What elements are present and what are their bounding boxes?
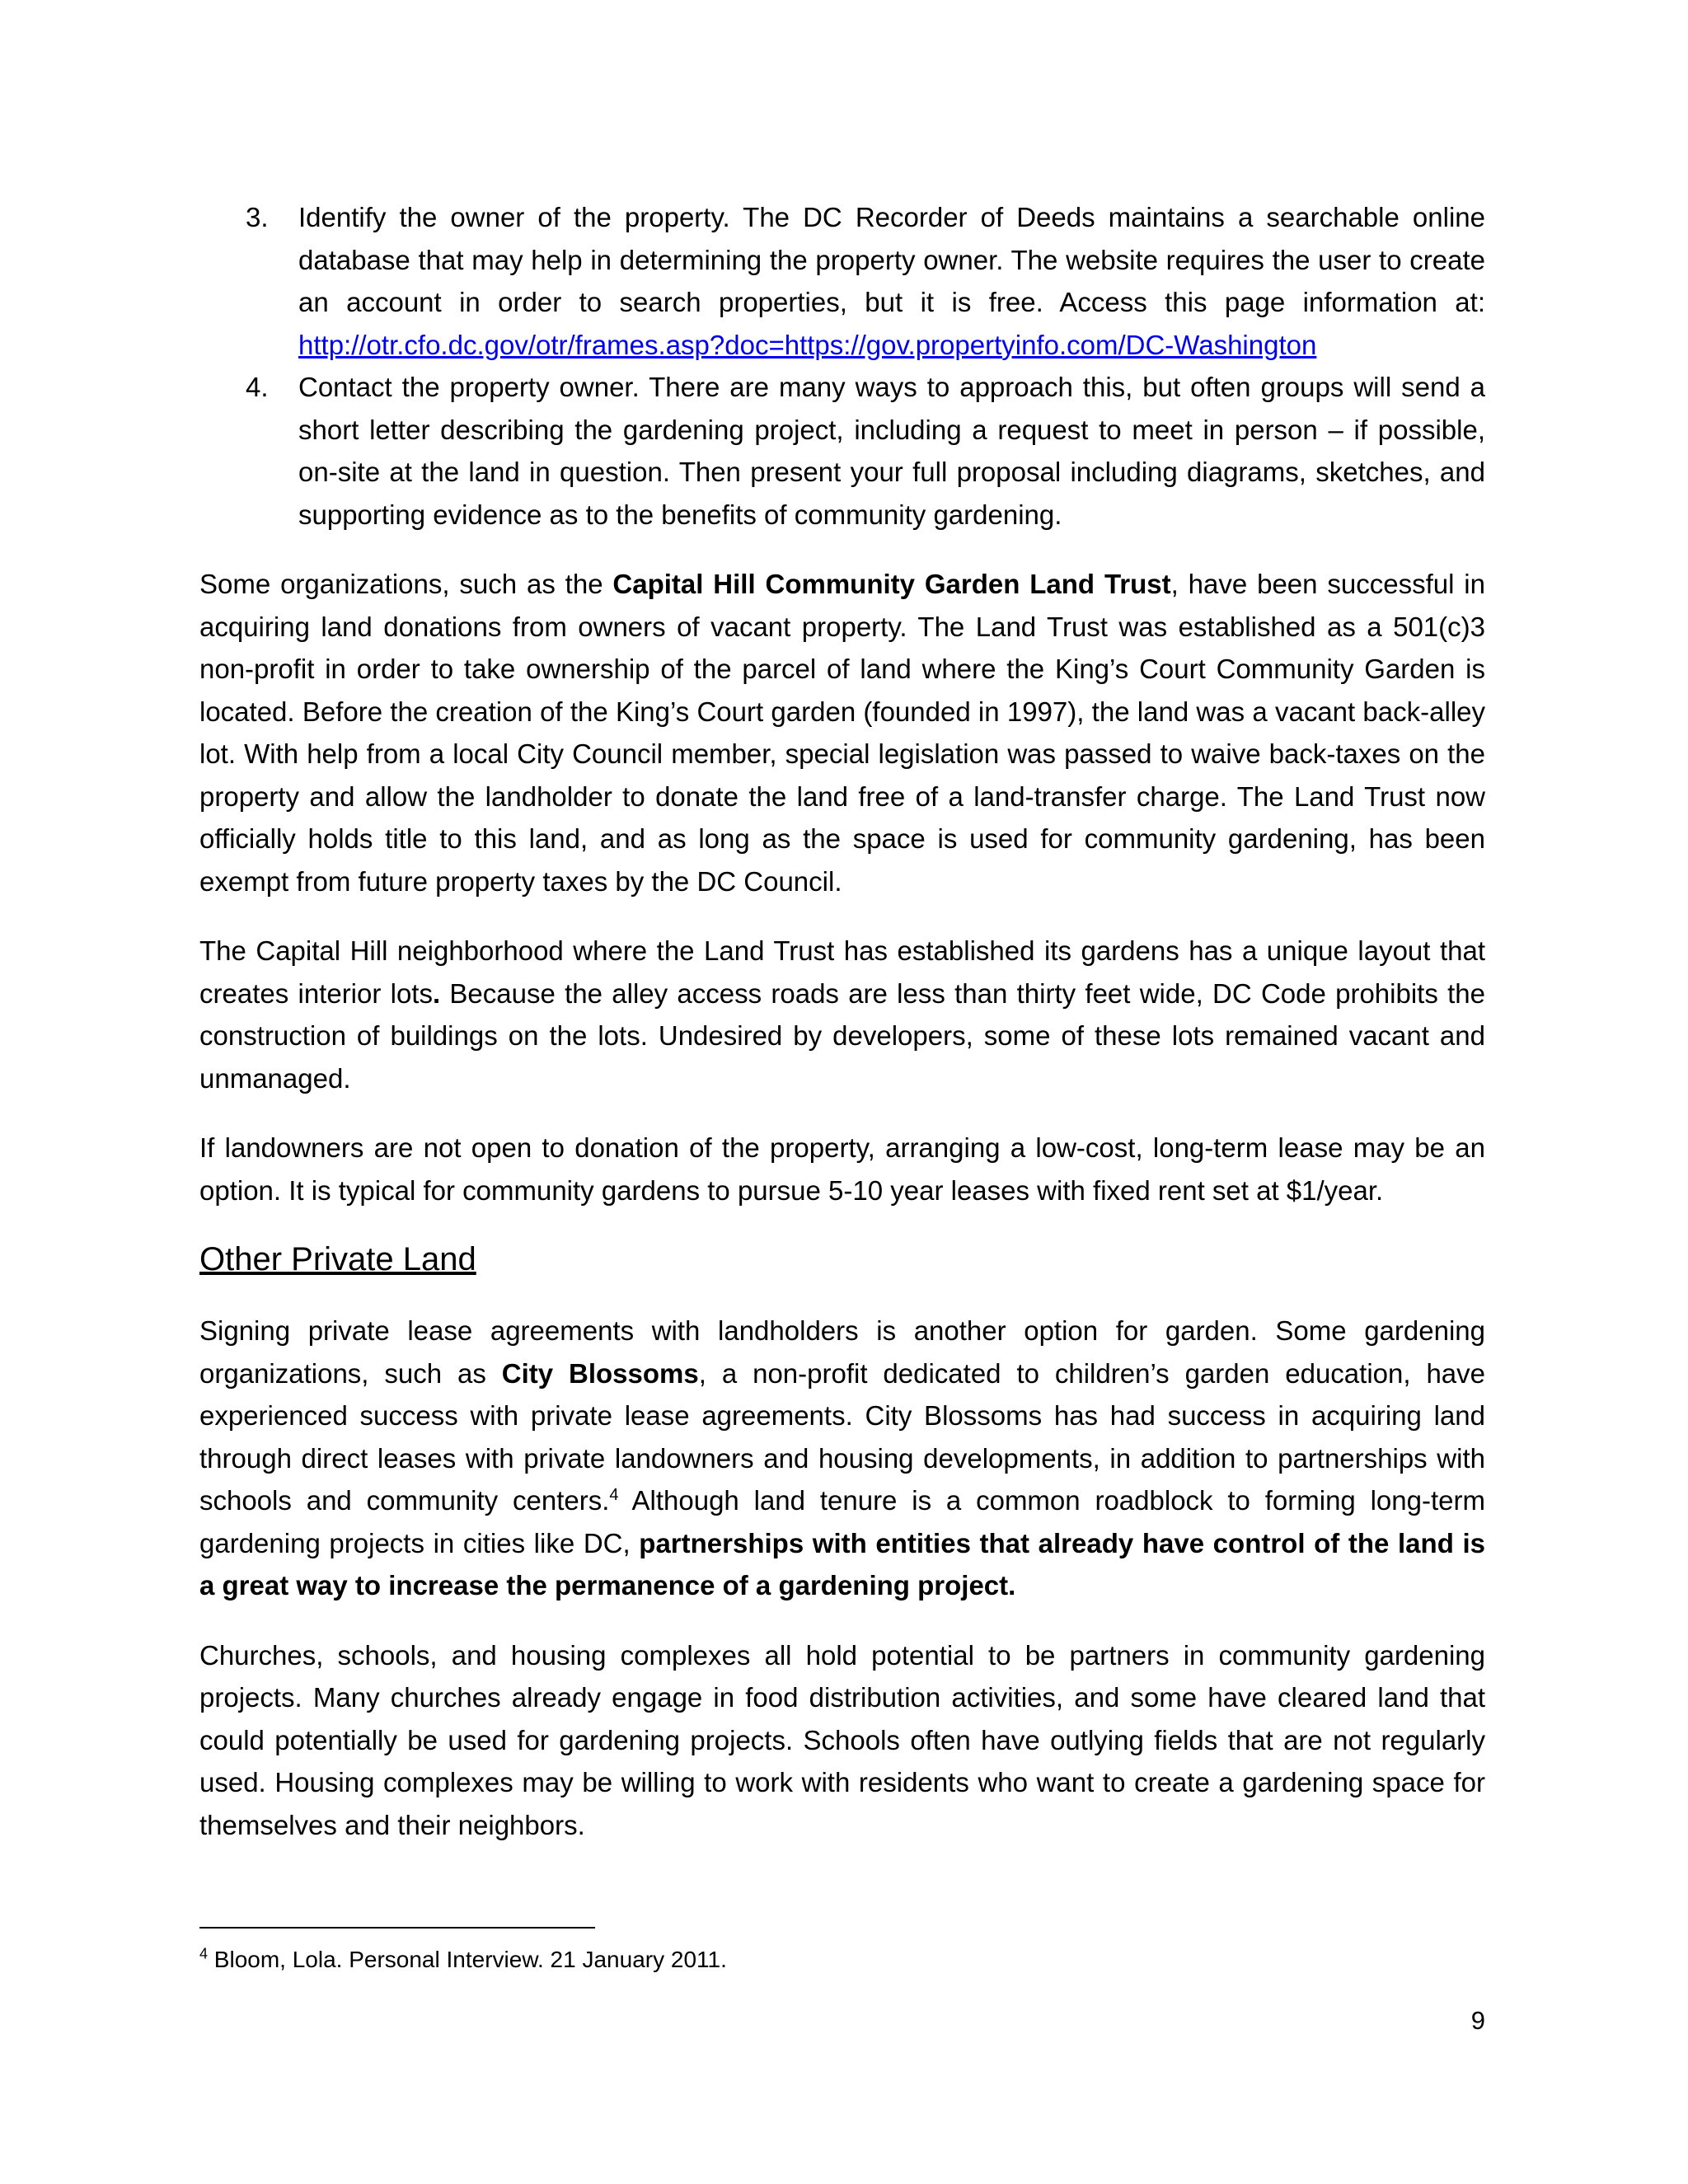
land-trust-paragraph (199, 563, 1485, 902)
bold-period: . (432, 977, 441, 1009)
paragraph-text: , a non-profit dedicated to children’s garden education, have experienced success with private lease agreements. City Blossoms has had success in acquiring land through direct leases with private landowners and housing developments, in addition to partnerships with schools and community centers. (199, 1357, 1486, 1516)
paragraph-text: , have been successful in acquiring land donations from owners of vacant property. The Land Trust was established as a 501(c)3 non-profit in order to take ownership of the parcel of land where the King’s Court Community Garden is located. Before the creation of the King’s Court garden (founded in 1997), the land was a vacant back-alley lot. With help from a local City Council member, special legislation was passed to waive back-taxes on the property and allow the landholder to donate the land free of a land-transfer charge. The Land Trust now officially holds title to this land, and as long as the space is used for community gardening, has been exempt from future property taxes by the DC Council. (199, 569, 1485, 897)
list-item-number: 3. (246, 202, 269, 232)
neighborhood-paragraph (199, 930, 1485, 1099)
city-blossoms-paragraph (199, 1310, 1485, 1607)
city-blossoms-name: City Blossoms (501, 1357, 699, 1389)
list-item (199, 366, 1485, 536)
paragraph-text: Signing private lease agreements with landholders is another option for garden. Some gardening organizations, such as (199, 1315, 1485, 1389)
footnote-number: 4 (199, 1945, 209, 1962)
footnote-reference[interactable]: 4 (609, 1486, 619, 1504)
list-item-text: Contact the property owner. There are many ways to approach this, but often groups will send a short letter describing the gardening project, including a request to meet in person – if possible, on-site at the land in question. Then present your full proposal including diagrams, sketches, and supporting evidence as to the benefits of community gardening. (298, 372, 1485, 530)
bold-emphasis: partnerships with entities that already have control of the land is a great way to increase the permanence of a gardening project. (199, 1527, 1485, 1601)
land-trust-name: Capital Hill Community Garden Land Trust (612, 569, 1171, 599)
page-body (199, 196, 1485, 1873)
paragraph-text: Some organizations, such as the (199, 569, 613, 599)
page-number: 9 (1470, 2006, 1485, 2035)
list-item-text: Identify the owner of the property. The DC Recorder of Deeds maintains a searchable online database that may help in determining the property owner. The website requires the user to create an account in order to search properties, but it is free. Access this page information at: (298, 202, 1485, 317)
list-item-number: 4. (246, 372, 269, 402)
steps-list (199, 196, 1485, 536)
partners-paragraph: Churches, schools, and housing complexes all hold potential to be partners in community gardening projects. Many churches already engage in food distribution activities, and some have cleared land that could potentially be used for gardening projects. Schools often have outlying fields that are not regularly used. Housing complexes may be willing to work with residents who want to create a gardening space for themselves and their neighbors. (199, 1639, 1485, 1840)
footnote-divider (199, 1927, 595, 1929)
recorder-of-deeds-link[interactable]: http://otr.cfo.dc.gov/otr/frames.asp?doc=https://gov.propertyinfo.com/DC-Washington (298, 329, 1317, 360)
steps-list-wrapper (199, 196, 1485, 536)
footnote-text: Bloom, Lola. Personal Interview. 21 January 2011. (208, 1947, 727, 1972)
footnote (199, 1943, 1485, 1976)
paragraph-text: Because the alley access roads are less than thirty feet wide, DC Code prohibits the construction of buildings on the lots. Undesired by developers, some of these lots remained vacant and unmanaged. (199, 977, 1485, 1094)
list-item (199, 196, 1485, 366)
section-heading: Other Private Land (199, 1241, 476, 1277)
lease-paragraph: If landowners are not open to donation of the property, arranging a low-cost, long-term lease may be an option. It is typical for community gardens to pursue 5-10 year leases with fixed rent set at $1/year. (199, 1132, 1485, 1206)
paragraph-text: The Capital Hill neighborhood where the Land Trust has established its gardens has a unique layout that creates interior lots (199, 935, 1485, 1009)
paragraph-text: Although land tenure is a common roadblock to forming long-term gardening projects in cities like DC, (199, 1485, 1485, 1558)
